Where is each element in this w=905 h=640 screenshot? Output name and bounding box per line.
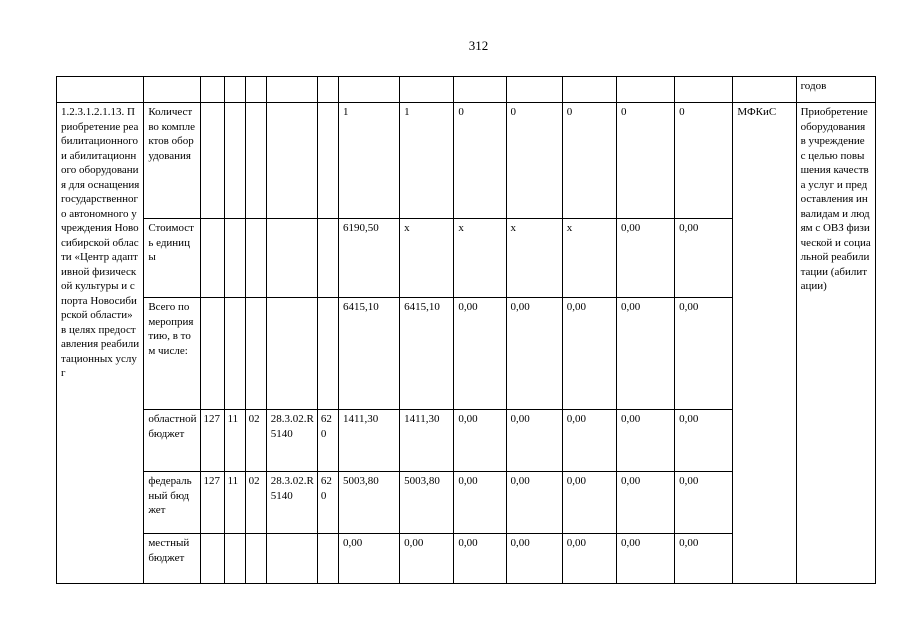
indicator-cell: местный бюджет — [144, 534, 200, 584]
value-cell: 0,00 — [454, 472, 506, 534]
rz-cell: 11 — [224, 472, 245, 534]
measure-cell — [57, 103, 144, 584]
value-cell: 0,00 — [616, 298, 674, 410]
value-cell: 0 — [675, 103, 733, 219]
vr-cell — [317, 534, 338, 584]
value-cell: 1 — [400, 103, 454, 219]
gr-cell — [200, 103, 224, 219]
header-cell — [506, 77, 562, 103]
measure-code: 1.2.3.1.2.1.13. — [61, 106, 125, 118]
value-cell: 0,00 — [562, 534, 616, 584]
value-cell: x — [454, 219, 506, 298]
value-cell: 6190,50 — [338, 219, 399, 298]
header-cell — [245, 77, 266, 103]
vr-cell — [317, 103, 338, 219]
indicator-cell: Всего по мероприятию, в том числе: — [144, 298, 200, 410]
csr-cell — [266, 298, 317, 410]
value-cell: 6415,10 — [400, 298, 454, 410]
indicator-cell: областной бюджет — [144, 410, 200, 472]
header-row — [57, 77, 876, 103]
value-cell: 0,00 — [562, 298, 616, 410]
vr-cell — [317, 219, 338, 298]
value-cell: 1411,30 — [400, 410, 454, 472]
value-cell: x — [400, 219, 454, 298]
value-cell: 0,00 — [562, 410, 616, 472]
value-cell: 0 — [616, 103, 674, 219]
csr-cell — [266, 219, 317, 298]
value-cell: 0,00 — [675, 410, 733, 472]
value-cell: 0,00 — [506, 534, 562, 584]
vr-cell — [317, 298, 338, 410]
header-cell — [454, 77, 506, 103]
result-cell: Приобретение оборудования в учреждение с целью повышения качества услуг и предоставления инвалидам и людям с ОВЗ физической и социальной реабилитации (абилитации) — [796, 103, 875, 584]
indicator-cell: Количество комплектов оборудования — [144, 103, 200, 219]
value-cell: 1411,30 — [338, 410, 399, 472]
value-cell: 0,00 — [675, 472, 733, 534]
rz-cell — [224, 219, 245, 298]
value-cell: 0,00 — [506, 298, 562, 410]
budget-table — [56, 76, 876, 584]
value-cell: x — [562, 219, 616, 298]
value-cell: 0,00 — [675, 219, 733, 298]
rz-cell — [224, 298, 245, 410]
value-cell: 0,00 — [616, 534, 674, 584]
header-cell — [733, 77, 796, 103]
gr-cell — [200, 219, 224, 298]
value-cell: 0,00 — [675, 534, 733, 584]
page-number: 312 — [468, 38, 489, 53]
header-cell — [200, 77, 224, 103]
indicator-cell: федеральный бюджет — [144, 472, 200, 534]
value-cell: 0,00 — [616, 472, 674, 534]
pr-cell — [245, 103, 266, 219]
value-cell: 0,00 — [454, 410, 506, 472]
csr-cell — [266, 534, 317, 584]
header-cell — [675, 77, 733, 103]
value-cell: 0,00 — [338, 534, 399, 584]
value-cell: 0,00 — [506, 472, 562, 534]
rz-cell: 11 — [224, 410, 245, 472]
measure-name: Приобретение реабилитационного и абилитационного оборудования для оснащения государственного автономного учреждения Новосибирской области «Центр адаптивной физической культуры и спорта Новосибирской области» в целях предоставления реабилитационных услуг — [61, 106, 140, 379]
pr-cell — [245, 534, 266, 584]
value-cell: 0 — [506, 103, 562, 219]
csr-cell — [266, 103, 317, 219]
rz-cell — [224, 103, 245, 219]
gr-cell — [200, 298, 224, 410]
value-cell: 0,00 — [454, 298, 506, 410]
csr-cell: 28.3.02.R5140 — [266, 472, 317, 534]
header-cell — [144, 77, 200, 103]
value-cell: 6415,10 — [338, 298, 399, 410]
value-cell: 0,00 — [675, 298, 733, 410]
header-cell — [338, 77, 399, 103]
pr-cell: 02 — [245, 472, 266, 534]
pr-cell: 02 — [245, 410, 266, 472]
gr-cell — [200, 534, 224, 584]
pr-cell — [245, 219, 266, 298]
pr-cell — [245, 298, 266, 410]
indicator-cell: Стоимость единицы — [144, 219, 200, 298]
value-cell: 0 — [562, 103, 616, 219]
header-cell — [616, 77, 674, 103]
header-cell — [266, 77, 317, 103]
header-cell — [562, 77, 616, 103]
csr-cell: 28.3.02.R5140 — [266, 410, 317, 472]
years-cell: годов — [796, 77, 875, 103]
header-cell — [400, 77, 454, 103]
header-cell — [57, 77, 144, 103]
value-cell: 5003,80 — [400, 472, 454, 534]
header-cell — [317, 77, 338, 103]
value-cell: 5003,80 — [338, 472, 399, 534]
value-cell: 0,00 — [454, 534, 506, 584]
value-cell: 0,00 — [400, 534, 454, 584]
executor-cell: МФКиС — [733, 103, 796, 584]
vr-cell: 620 — [317, 410, 338, 472]
header-cell — [224, 77, 245, 103]
table-row — [57, 103, 876, 219]
gr-cell: 127 — [200, 472, 224, 534]
rz-cell — [224, 534, 245, 584]
vr-cell: 620 — [317, 472, 338, 534]
value-cell: 0 — [454, 103, 506, 219]
gr-cell: 127 — [200, 410, 224, 472]
value-cell: x — [506, 219, 562, 298]
value-cell: 1 — [338, 103, 399, 219]
value-cell: 0,00 — [616, 219, 674, 298]
value-cell: 0,00 — [562, 472, 616, 534]
value-cell: 0,00 — [506, 410, 562, 472]
value-cell: 0,00 — [616, 410, 674, 472]
